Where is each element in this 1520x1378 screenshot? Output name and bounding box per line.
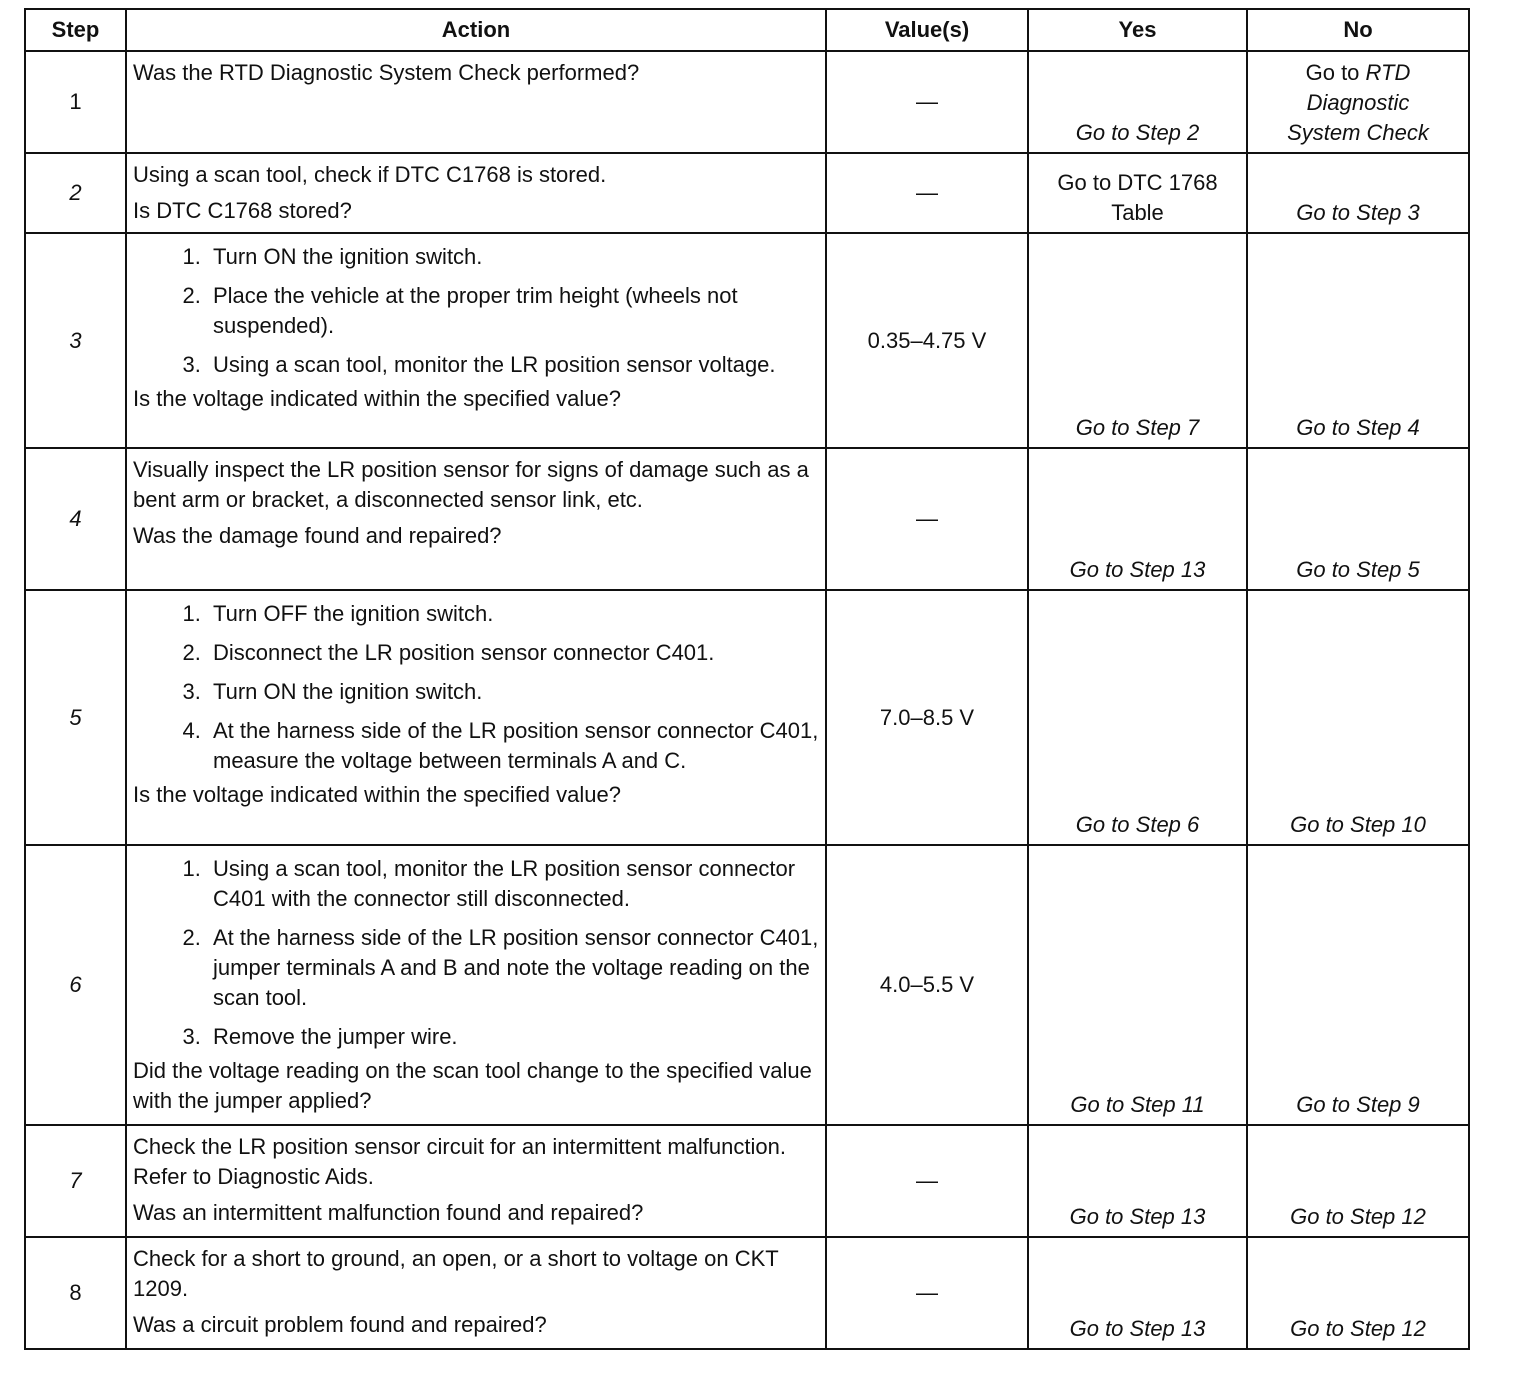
value-cell: — [826,1237,1028,1349]
list-item: 3. Turn ON the ignition switch. [207,677,819,707]
action-cell [126,1125,826,1237]
header-row [25,9,1469,51]
step-number: 7 [25,1125,126,1237]
table-row [25,51,1469,153]
action-cell [126,448,826,590]
diagnostic-table [24,8,1470,1350]
header-yes: Yes [1028,9,1247,51]
yes-line-2: Table [1111,200,1164,225]
action-cell [126,590,826,845]
yes-cell [1028,1125,1247,1237]
value-cell: 0.35–4.75 V [826,233,1028,448]
list-item: 1. Using a scan tool, monitor the LR position sensor connector C401 with the connector still disconnected. [207,854,819,914]
table-row [25,1125,1469,1237]
no-cell [1247,233,1469,448]
no-link: Go to Step 12 [1290,1316,1426,1341]
action-list [133,599,819,776]
list-item: 1. Turn ON the ignition switch. [207,242,819,272]
no-cell [1247,845,1469,1125]
list-item: 2. At the harness side of the LR position sensor connector C401, jumper terminals A and B and note the voltage reading on the scan tool. [207,923,819,1013]
no-link: Go to Step 3 [1296,200,1420,225]
step-number: 6 [25,845,126,1125]
no-link: Go to Step 4 [1296,415,1420,440]
no-link: Go to Step 5 [1296,557,1420,582]
value-cell: 7.0–8.5 V [826,590,1028,845]
table-row [25,1237,1469,1349]
yes-link: Go to Step 2 [1075,120,1200,145]
no-cell [1247,448,1469,590]
yes-line-1: Go to DTC 1768 [1057,170,1218,195]
action-cell [126,845,826,1125]
no-ref-3: System Check [1287,120,1429,145]
list-item: 2. Disconnect the LR position sensor connector C401. [207,638,819,668]
step-number: 1 [25,51,126,153]
action-text: Was the RTD Diagnostic System Check performed? [133,60,640,85]
value-cell: — [826,448,1028,590]
yes-cell [1028,153,1247,233]
yes-cell [1028,845,1247,1125]
list-item: 1. Turn OFF the ignition switch. [207,599,819,629]
action-text: Visually inspect the LR position sensor for signs of damage such as a bent arm or bracket, a disconnected sensor link, etc. [133,457,809,512]
no-cell [1247,153,1469,233]
no-link: Go to Step 9 [1296,1092,1420,1117]
action-cell [126,153,826,233]
list-item: 3. Remove the jumper wire. [207,1022,819,1052]
action-list [133,242,819,380]
value-cell: 4.0–5.5 V [826,845,1028,1125]
step-number: 3 [25,233,126,448]
table-row [25,233,1469,448]
table-row [25,845,1469,1125]
no-ref-2: Diagnostic [1306,90,1410,115]
step-number: 8 [25,1237,126,1349]
step-number: 5 [25,590,126,845]
action-question: Is DTC C1768 stored? [133,198,352,223]
yes-link: Go to Step 6 [1075,812,1200,837]
yes-cell [1028,448,1247,590]
no-ref-1: RTD [1365,60,1411,85]
no-link: Go to Step 12 [1290,1204,1426,1229]
yes-link: Go to Step 13 [1069,1316,1206,1341]
value-cell: — [826,1125,1028,1237]
action-list [133,854,819,1052]
no-prefix: Go to [1305,60,1360,85]
table-row [25,590,1469,845]
header-action: Action [126,9,826,51]
no-link: Go to Step 10 [1290,812,1426,837]
yes-link: Go to Step 13 [1069,1204,1206,1229]
yes-link: Go to Step 13 [1069,557,1206,582]
value-cell: — [826,153,1028,233]
list-item: 2. Place the vehicle at the proper trim height (wheels not suspended). [207,281,819,341]
header-step: Step [25,9,126,51]
table-row [25,448,1469,590]
action-question: Was an intermittent malfunction found and repaired? [133,1200,644,1225]
value-cell: — [826,51,1028,153]
action-cell [126,51,826,153]
step-number: 4 [25,448,126,590]
no-cell [1247,1125,1469,1237]
yes-cell [1028,51,1247,153]
action-question: Was a circuit problem found and repaired? [133,1312,547,1337]
action-text: Check the LR position sensor circuit for an intermittent malfunction. Refer to Diagnostic Aids. [133,1134,786,1189]
action-cell [126,233,826,448]
yes-link: Go to Step 11 [1070,1092,1205,1117]
yes-link: Go to Step 7 [1075,415,1200,440]
list-item: 3. Using a scan tool, monitor the LR position sensor voltage. [207,350,819,380]
action-question: Was the damage found and repaired? [133,523,502,548]
header-values: Value(s) [826,9,1028,51]
yes-cell [1028,1237,1247,1349]
header-no: No [1247,9,1469,51]
no-cell [1247,51,1469,153]
action-question: Is the voltage indicated within the specified value? [133,386,621,411]
no-cell [1247,1237,1469,1349]
yes-cell [1028,590,1247,845]
yes-cell [1028,233,1247,448]
no-cell [1247,590,1469,845]
action-question: Did the voltage reading on the scan tool change to the specified value with the jumper applied? [133,1058,812,1113]
step-number: 2 [25,153,126,233]
list-item: 4. At the harness side of the LR position sensor connector C401, measure the voltage between terminals A and C. [207,716,819,776]
table-row [25,153,1469,233]
action-question: Is the voltage indicated within the specified value? [133,782,621,807]
action-cell [126,1237,826,1349]
action-text: Using a scan tool, check if DTC C1768 is stored. [133,162,607,187]
action-text: Check for a short to ground, an open, or a short to voltage on CKT 1209. [133,1246,779,1301]
